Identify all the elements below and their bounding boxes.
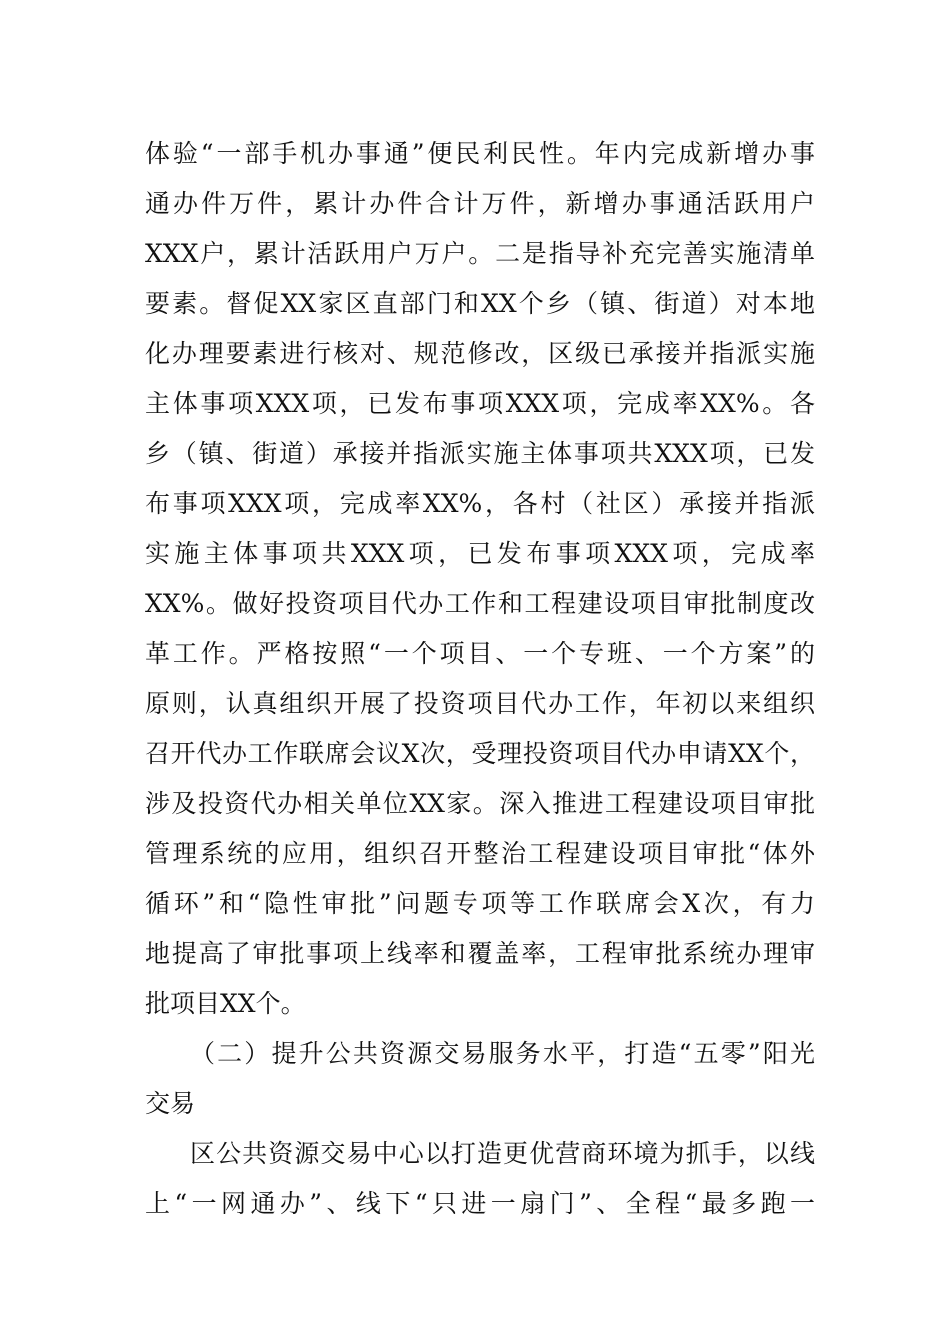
body-text-line: 召开代办工作联席会议X次，受理投资项目代办申请XX个， <box>145 739 815 768</box>
body-text-line: 循环”和“隐性审批”问题专项等工作联席会X次，有力 <box>145 889 815 918</box>
body-text-line: 上“一网通办”、线下“只进一扇门”、全程“最多跑一 <box>145 1189 815 1218</box>
body-text-line: 革工作。严格按照“一个项目、一个专班、一个方案”的 <box>145 639 815 668</box>
body-text-line: 体验“一部手机办事通”便民利民性。年内完成新增办事 <box>145 139 815 168</box>
body-text-line: 要素。督促XX家区直部门和XX个乡（镇、街道）对本地 <box>145 289 815 318</box>
body-text-line: 涉及投资代办相关单位XX家。深入推进工程建设项目审批 <box>145 789 815 818</box>
section-heading-line: 交易 <box>145 1089 196 1118</box>
body-text-line: 化办理要素进行核对、规范修改，区级已承接并指派实施 <box>145 339 815 368</box>
body-text-line: 地提高了审批事项上线率和覆盖率，工程审批系统办理审 <box>145 939 815 968</box>
section-heading-line: （二）提升公共资源交易服务水平，打造“五零”阳光 <box>190 1039 815 1068</box>
body-text-line: 布事项XXX项，完成率XX%，各村（社区）承接并指派 <box>145 489 815 518</box>
body-text-line: 管理系统的应用，组织召开整治工程建设项目审批“体外 <box>145 839 815 868</box>
body-text-line: XXX户，累计活跃用户万户。二是指导补充完善实施清单 <box>145 239 815 268</box>
body-text-line: 区公共资源交易中心以打造更优营商环境为抓手，以线 <box>190 1139 815 1168</box>
body-text-line: 乡（镇、街道）承接并指派实施主体事项共XXX项，已发 <box>145 439 815 468</box>
body-text-line: 批项目XX个。 <box>145 989 306 1018</box>
body-text-line: XX%。做好投资项目代办工作和工程建设项目审批制度改 <box>145 589 815 618</box>
body-text-line: 主体事项XXX项，已发布事项XXX项，完成率XX%。各 <box>145 389 815 418</box>
body-text-line: 通办件万件，累计办件合计万件，新增办事通活跃用户 <box>145 189 815 218</box>
body-text-line: 实施主体事项共XXX项，已发布事项XXX项，完成率 <box>145 539 815 568</box>
body-text-line: 原则，认真组织开展了投资项目代办工作，年初以来组织 <box>145 689 815 718</box>
